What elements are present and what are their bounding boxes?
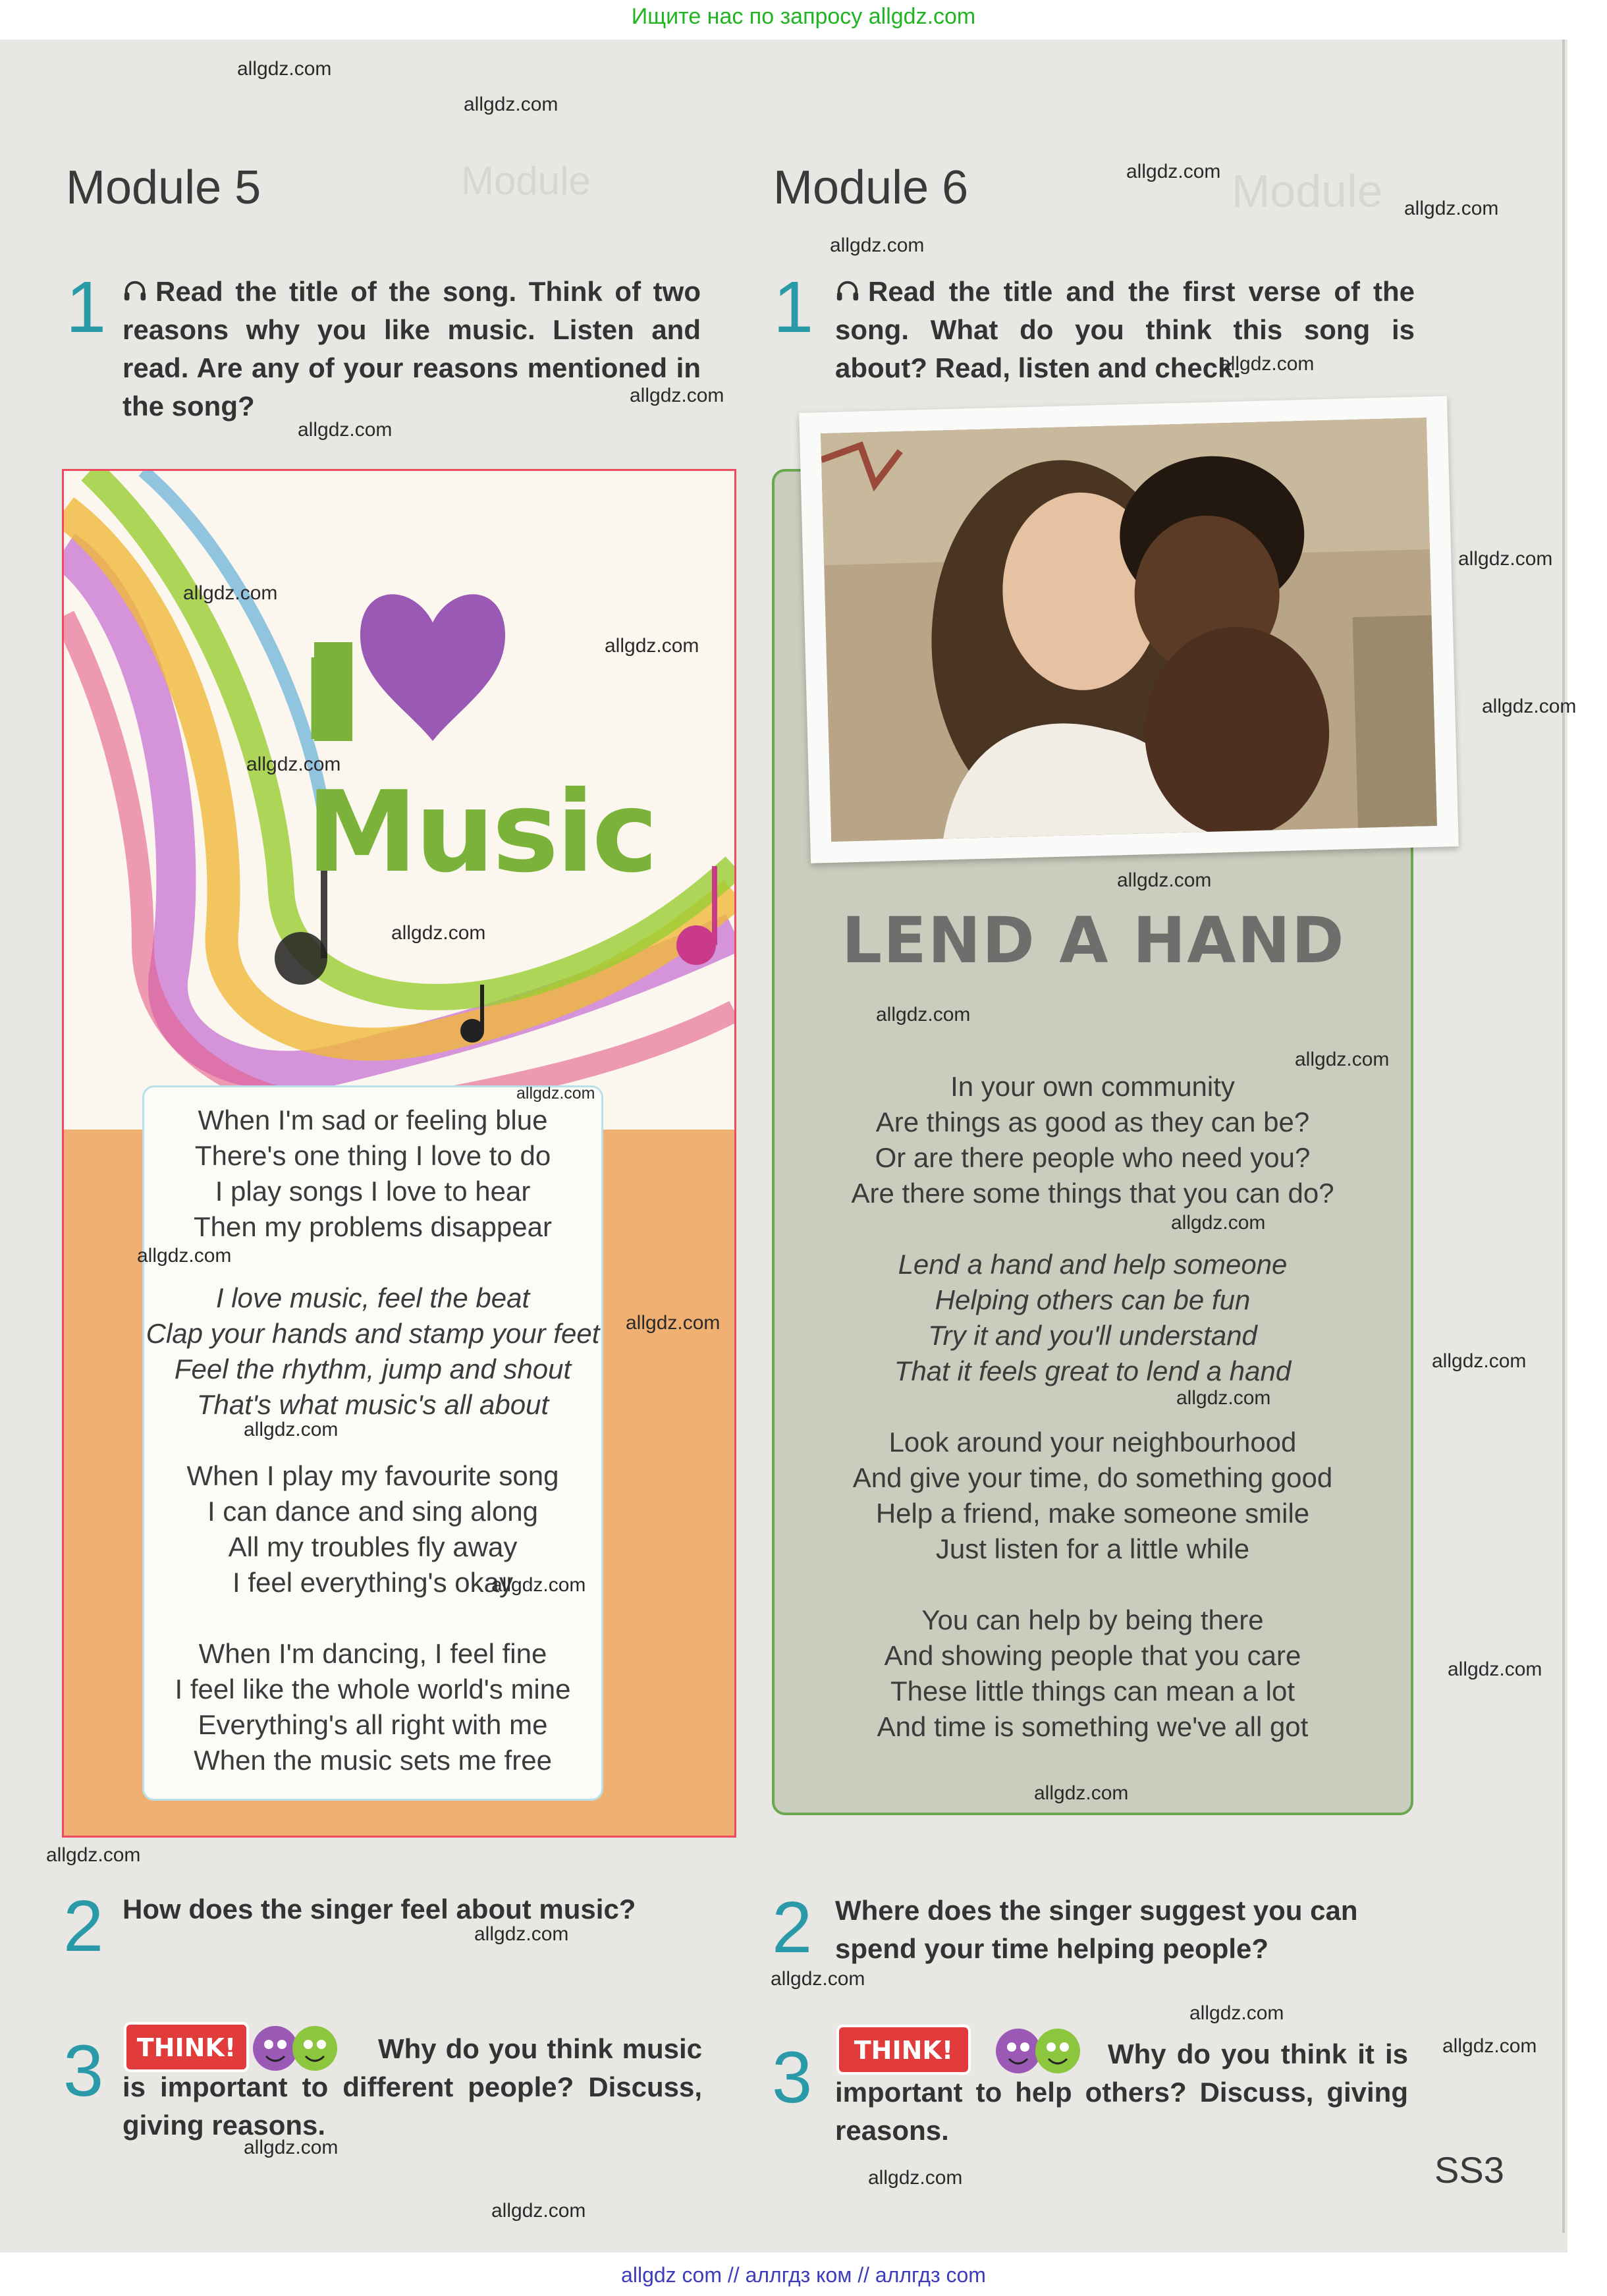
exercise-3-question: Why do you think music is important to different people? Discuss, giving reasons. xyxy=(123,2033,702,2141)
watermark-text: allgdz.com xyxy=(516,1084,595,1103)
exercise-1-number: 1 xyxy=(773,267,814,348)
chorus-line: I love music, feel the beat xyxy=(215,1282,530,1313)
chorus-line: That it feels great to lend a hand xyxy=(894,1355,1292,1386)
watermark-text: allgdz.com xyxy=(626,1312,721,1334)
exercise-1-instructions xyxy=(835,273,1415,387)
watermark-text: allgdz.com xyxy=(1189,2002,1284,2024)
watermark-text: allgdz.com xyxy=(1220,353,1315,375)
woman-with-baby-photo xyxy=(821,418,1437,842)
exercise-2-number: 2 xyxy=(772,1887,813,1968)
page-number: SS3 xyxy=(1434,2149,1504,2191)
chorus-line: Try it and you'll understand xyxy=(928,1320,1257,1351)
lyric-line: There's one thing I love to do xyxy=(194,1140,551,1171)
bleed-through-text: Module xyxy=(461,159,591,203)
module-6-title: Module 6 xyxy=(773,161,969,214)
watermark-text: allgdz.com xyxy=(1432,1350,1527,1372)
lyric-line: Are there some things that you can do? xyxy=(851,1178,1334,1209)
song-title-letter-i: I xyxy=(301,636,343,766)
watermark-text: allgdz.com xyxy=(1171,1212,1266,1234)
page-edge-line xyxy=(1562,40,1565,2233)
lyric-line: In your own community xyxy=(950,1071,1235,1102)
top-banner-link[interactable]: Ищите нас по запросу allgdz.com xyxy=(631,4,976,29)
module-5-title: Module 5 xyxy=(66,161,261,214)
exercise-2-question: How does the singer feel about music? xyxy=(123,1894,636,1925)
song-lyrics-box xyxy=(142,1085,603,1801)
lyric-line: Look around your neighbourhood xyxy=(888,1427,1297,1458)
exercise-2-number: 2 xyxy=(63,1886,104,1967)
watermark-text: allgdz.com xyxy=(830,234,925,256)
watermark-text: allgdz.com xyxy=(491,1574,586,1596)
watermark-text: allgdz.com xyxy=(246,753,341,775)
watermark-text: allgdz.com xyxy=(868,2167,963,2189)
lyric-line: These little things can mean a lot xyxy=(890,1676,1295,1707)
lyric-line: And time is something we've all got xyxy=(877,1711,1309,1742)
lyric-line: Then my problems disappear xyxy=(194,1211,552,1242)
lyric-line: When I'm sad or feeling blue xyxy=(198,1105,548,1135)
chorus-line: Helping others can be fun xyxy=(935,1284,1251,1315)
watermark-text: allgdz.com xyxy=(46,1844,141,1866)
watermark-text: allgdz.com xyxy=(244,1419,339,1440)
watermark-text: allgdz.com xyxy=(1404,198,1499,219)
watermark-text: allgdz.com xyxy=(491,2200,586,2222)
watermark-text: allgdz.com xyxy=(474,1923,569,1945)
watermark-text: allgdz.com xyxy=(876,1004,971,1025)
watermark-text: allgdz.com xyxy=(237,58,332,80)
song-title-music: Music xyxy=(306,767,656,898)
watermark-text: allgdz.com xyxy=(464,94,558,115)
chorus-line: Clap your hands and stamp your feet xyxy=(146,1318,600,1349)
lyric-line: You can help by being there xyxy=(921,1604,1264,1635)
lyric-line: I play songs I love to hear xyxy=(215,1176,531,1207)
watermark-text: allgdz.com xyxy=(1034,1782,1129,1804)
lyric-line: I feel like the whole world's mine xyxy=(175,1674,571,1705)
watermark-text: allgdz.com xyxy=(1482,696,1577,717)
watermark-text: allgdz.com xyxy=(137,1245,232,1267)
lyric-line: All my troubles fly away xyxy=(228,1531,518,1562)
watermark-text: allgdz.com xyxy=(630,385,724,406)
song-title-lend-a-hand: LEND A HAND xyxy=(842,904,1346,977)
headphones-icon[interactable] xyxy=(123,279,148,304)
think-badge-label: THINK! xyxy=(854,2036,954,2065)
lyric-line: Help a friend, make someone smile xyxy=(875,1498,1310,1529)
headphones-icon[interactable] xyxy=(835,279,860,304)
watermark-text: allgdz.com xyxy=(1117,869,1212,891)
watermark-text: allgdz.com xyxy=(605,635,699,657)
watermark-text: allgdz.com xyxy=(298,419,393,441)
chorus-line: Feel the rhythm, jump and shout xyxy=(174,1353,572,1384)
watermark-text: allgdz.com xyxy=(183,582,278,604)
watermark-text: allgdz.com xyxy=(771,1968,865,1990)
lyric-line: Just listen for a little while xyxy=(935,1533,1250,1564)
music-note-icon xyxy=(275,932,327,985)
chorus-line: Lend a hand and help someone xyxy=(898,1249,1288,1280)
lyric-line: I can dance and sing along xyxy=(207,1496,539,1527)
bleed-through-text: Module xyxy=(1232,165,1383,217)
exercise-1-text: Read the title and the first verse of the song. What do you think this song is about? Read, listen and check. xyxy=(835,276,1415,383)
lyric-line: And showing people that you care xyxy=(884,1640,1301,1671)
lyric-line: When I'm dancing, I feel fine xyxy=(198,1638,547,1669)
exercise-1-instructions xyxy=(123,273,701,425)
watermark-text: allgdz.com xyxy=(1295,1049,1390,1070)
lyric-line: When the music sets me free xyxy=(194,1745,552,1776)
lyric-line: I feel everything's okay xyxy=(232,1567,513,1598)
chorus-line: That's what music's all about xyxy=(196,1389,549,1420)
lyric-line: Or are there people who need you? xyxy=(875,1142,1311,1173)
watermark-text: allgdz.com xyxy=(1176,1387,1271,1409)
exercise-1-number: 1 xyxy=(66,267,107,348)
lyric-line: Everything's all right with me xyxy=(198,1709,548,1740)
watermark-text: allgdz.com xyxy=(244,2137,339,2158)
exercise-3-number: 3 xyxy=(63,2031,104,2112)
lyric-line: When I play my favourite song xyxy=(186,1460,559,1491)
exercise-2-question: Where does the singer suggest you can spend your time helping people? xyxy=(835,1895,1358,1964)
lyric-line: And give your time, do something good xyxy=(852,1462,1333,1493)
watermark-text: allgdz.com xyxy=(391,922,486,944)
bottom-banner-link[interactable]: allgdz com // аллгдз ком // аллгдз com xyxy=(621,2263,986,2287)
watermark-text: allgdz.com xyxy=(1126,161,1221,182)
exercise-1-text: Read the title of the song. Think of two reasons why you like music. Listen and read. Are any of your reasons mentioned in the song? xyxy=(123,276,701,422)
lyric-line: Are things as good as they can be? xyxy=(875,1107,1310,1137)
watermark-text: allgdz.com xyxy=(1458,548,1553,570)
think-badge-label: THINK! xyxy=(136,2033,236,2062)
exercise-3-question: Why do you think it is important to help others? Discuss, giving reasons. xyxy=(835,2038,1408,2146)
exercise-3-number: 3 xyxy=(772,2037,813,2118)
watermark-text: allgdz.com xyxy=(1448,1658,1542,1680)
song-photo xyxy=(799,396,1459,863)
watermark-text: allgdz.com xyxy=(1442,2035,1537,2057)
